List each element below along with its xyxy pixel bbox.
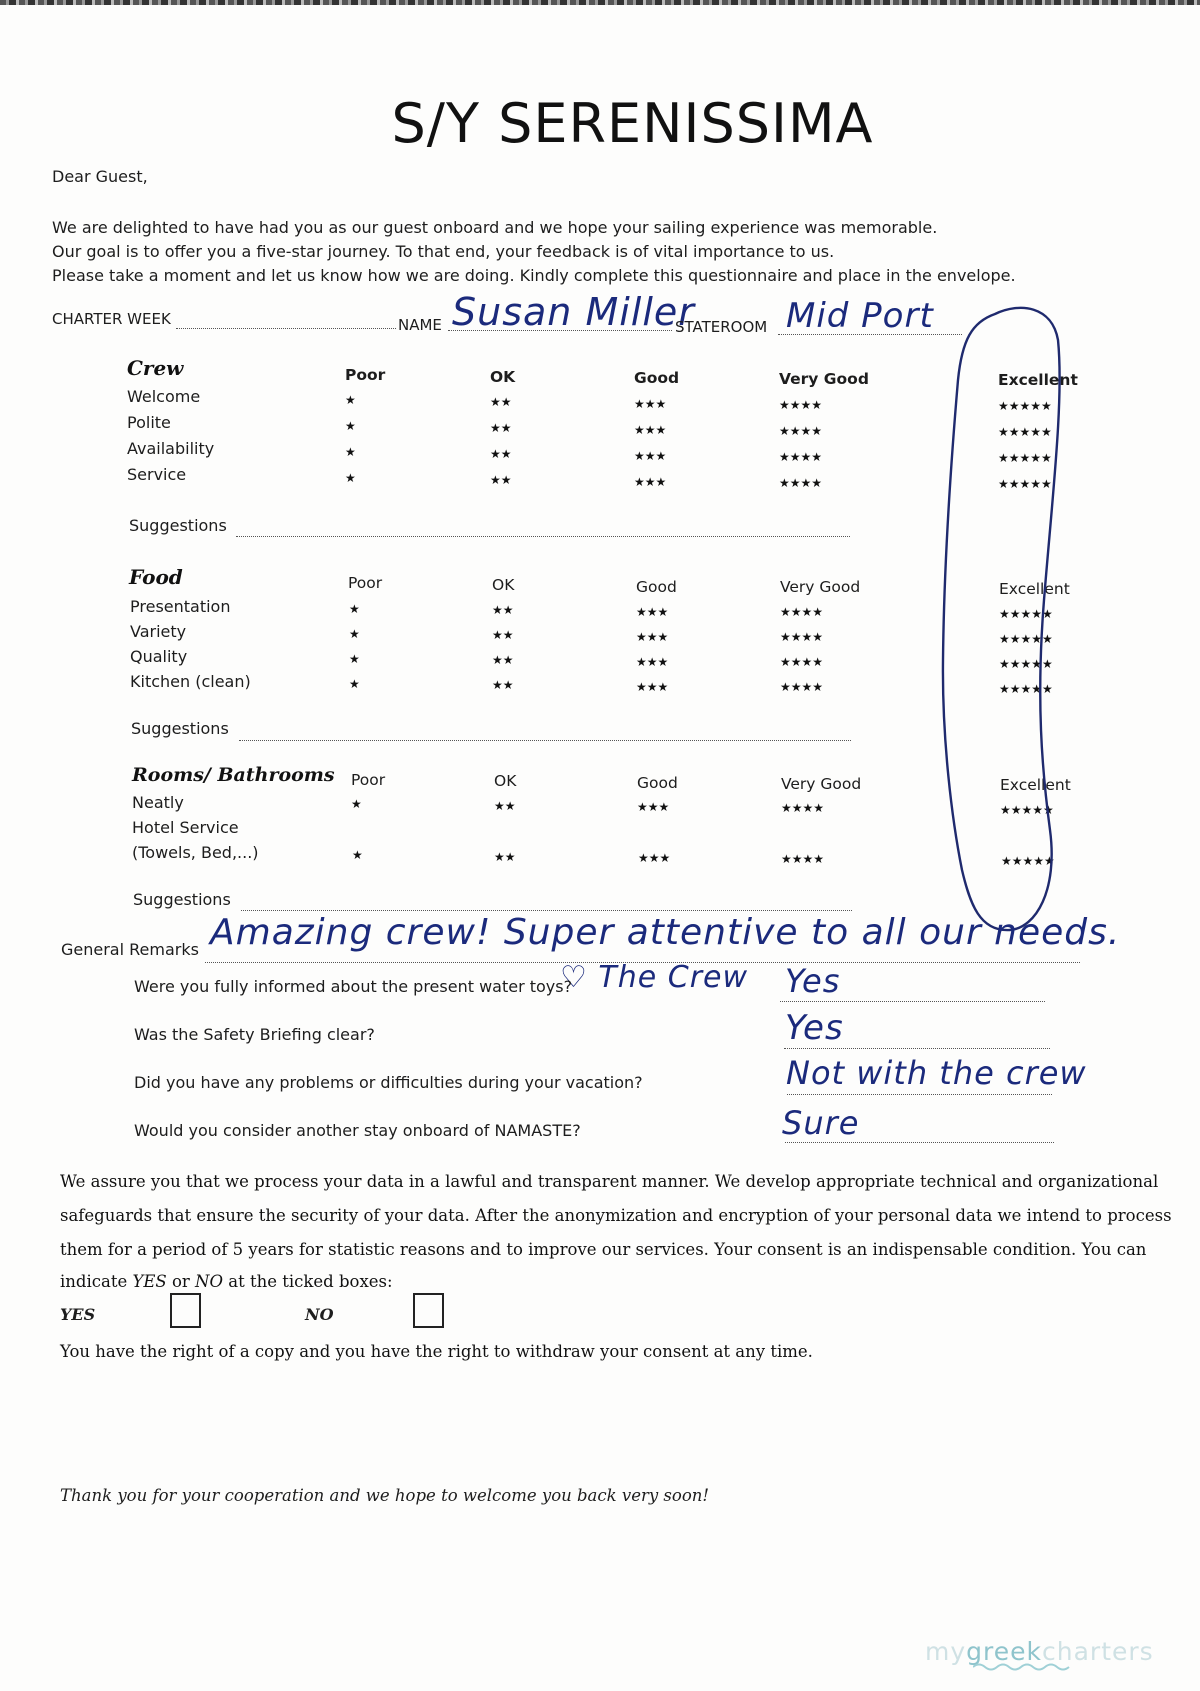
- star-option-1[interactable]: ★: [345, 471, 356, 485]
- star-option-5[interactable]: ★★★★★: [999, 682, 1053, 696]
- stateroom-handwritten: Mid Port: [786, 296, 934, 336]
- crew-item-service: Service: [127, 465, 187, 484]
- star-option-4[interactable]: ★★★★: [780, 630, 824, 644]
- rating-header-good: Good: [637, 774, 678, 792]
- star-option-5[interactable]: ★★★★★: [1001, 854, 1055, 868]
- answer-field-safety-briefing[interactable]: [784, 1048, 1050, 1049]
- star-option-3[interactable]: ★★★: [634, 449, 667, 463]
- question-water-toys: Were you fully informed about the present water toys?: [134, 977, 573, 996]
- stateroom-label: STATEROOM: [675, 318, 768, 336]
- section-title-food: Food: [129, 565, 183, 589]
- watermark-prefix: my: [925, 1637, 967, 1666]
- star-option-5[interactable]: ★★★★★: [998, 477, 1052, 491]
- food-item-kitchen: Kitchen (clean): [130, 672, 251, 691]
- star-option-3[interactable]: ★★★: [636, 630, 669, 644]
- star-option-1[interactable]: ★: [352, 848, 363, 862]
- star-option-5[interactable]: ★★★★★: [999, 607, 1053, 621]
- star-option-2[interactable]: ★★: [490, 473, 512, 487]
- rating-header-very-good: Very Good: [779, 370, 869, 388]
- rating-header-poor: Poor: [351, 771, 386, 789]
- star-option-1[interactable]: ★: [345, 419, 356, 433]
- star-option-5[interactable]: ★★★★★: [998, 451, 1052, 465]
- crew-item-polite: Polite: [127, 413, 171, 432]
- star-option-5[interactable]: ★★★★★: [998, 425, 1052, 439]
- star-option-4[interactable]: ★★★★: [779, 424, 823, 438]
- general-remarks-label: General Remarks: [61, 940, 199, 959]
- indicate-yes-word: YES: [132, 1272, 167, 1291]
- star-option-4[interactable]: ★★★★: [779, 450, 823, 464]
- consent-yes-label: YES: [60, 1305, 96, 1324]
- star-option-1[interactable]: ★: [351, 797, 362, 811]
- star-option-3[interactable]: ★★★: [634, 397, 667, 411]
- star-option-3[interactable]: ★★★: [636, 605, 669, 619]
- answer-field-problems[interactable]: [787, 1094, 1052, 1095]
- charter-week-label: CHARTER WEEK: [52, 310, 171, 328]
- star-option-4[interactable]: ★★★★: [780, 680, 824, 694]
- intro-line-3: Please take a moment and let us know how we are doing. Kindly complete this questionnaire and place in the envelope.: [52, 266, 1016, 285]
- rating-header-ok: OK: [494, 772, 517, 790]
- question-problems: Did you have any problems or difficulties during your vacation?: [134, 1073, 643, 1092]
- scan-top-edge: [0, 0, 1200, 5]
- rating-header-good: Good: [634, 369, 680, 387]
- answer-another-stay: Sure: [782, 1104, 860, 1142]
- star-option-4[interactable]: ★★★★: [779, 398, 823, 412]
- form-title: S/Y SERENISSIMA: [391, 92, 874, 155]
- indicate-no-word: NO: [195, 1272, 223, 1291]
- closing-thanks: Thank you for your cooperation and we hope to welcome you back very soon!: [60, 1486, 710, 1505]
- star-option-5[interactable]: ★★★★★: [999, 632, 1053, 646]
- legal-line-3: them for a period of 5 years for statistic reasons and to improve our services. Your consent is an indispensable condition. You can: [60, 1240, 1147, 1259]
- star-option-1[interactable]: ★: [345, 445, 356, 459]
- section-title-rooms: Rooms/ Bathrooms: [132, 764, 335, 786]
- star-option-5[interactable]: ★★★★★: [998, 399, 1052, 413]
- star-option-2[interactable]: ★★: [492, 653, 514, 667]
- watermark-highlight: greek: [966, 1637, 1042, 1666]
- consent-no-checkbox[interactable]: [413, 1293, 444, 1328]
- rating-header-excellent: Excellent: [998, 371, 1078, 389]
- watermark-wave-icon: [973, 1662, 1073, 1672]
- star-option-3[interactable]: ★★★: [636, 680, 669, 694]
- food-item-variety: Variety: [130, 622, 187, 641]
- food-item-quality: Quality: [130, 647, 188, 666]
- indicate-middle: or: [166, 1272, 196, 1291]
- star-option-3[interactable]: ★★★: [637, 800, 670, 814]
- rights-statement: You have the right of a copy and you have the right to withdraw your consent at any time.: [60, 1342, 813, 1361]
- general-remarks-handwritten: Amazing crew! Super attentive to all our needs.: [210, 912, 1121, 953]
- rating-header-very-good: Very Good: [780, 578, 861, 596]
- star-option-2[interactable]: ★★: [492, 678, 514, 692]
- answer-field-another-stay[interactable]: [785, 1142, 1054, 1143]
- star-option-1[interactable]: ★: [345, 393, 356, 407]
- star-option-4[interactable]: ★★★★: [779, 476, 823, 490]
- answer-field-water-toys[interactable]: [780, 1001, 1045, 1002]
- charter-week-field[interactable]: [176, 328, 396, 329]
- star-option-2[interactable]: ★★: [494, 850, 516, 864]
- watermark-suffix: charters: [1042, 1637, 1154, 1666]
- rooms-item-hotel-service: Hotel Service: [132, 818, 239, 837]
- intro-line-1: We are delighted to have had you as our guest onboard and we hope your sailing experience was memorable.: [52, 218, 938, 237]
- star-option-1[interactable]: ★: [349, 677, 360, 691]
- excellent-column-circle: [940, 300, 1080, 940]
- star-option-2[interactable]: ★★: [490, 447, 512, 461]
- star-option-1[interactable]: ★: [349, 627, 360, 641]
- rating-header-very-good: Very Good: [781, 775, 862, 793]
- question-safety-briefing: Was the Safety Briefing clear?: [134, 1025, 375, 1044]
- star-option-4[interactable]: ★★★★: [781, 801, 825, 815]
- rating-header-poor: Poor: [348, 574, 383, 592]
- food-suggestions-field[interactable]: [239, 740, 851, 741]
- star-option-2[interactable]: ★★: [494, 799, 516, 813]
- answer-safety-briefing: Yes: [785, 1008, 844, 1048]
- star-option-3[interactable]: ★★★: [638, 851, 671, 865]
- intro-line-2: Our goal is to offer you a five-star journey. To that end, your feedback is of vital importance to us.: [52, 242, 835, 261]
- star-option-2[interactable]: ★★: [490, 395, 512, 409]
- crew-signoff-handwritten: ♡ The Crew: [560, 960, 749, 995]
- star-option-1[interactable]: ★: [349, 652, 360, 666]
- star-option-4[interactable]: ★★★★: [780, 655, 824, 669]
- star-option-4[interactable]: ★★★★: [780, 605, 824, 619]
- name-label: NAME: [398, 316, 442, 334]
- name-handwritten: Susan Miller: [452, 290, 695, 334]
- section-title-crew: Crew: [127, 356, 184, 380]
- rating-header-poor: Poor: [345, 366, 386, 384]
- star-option-2[interactable]: ★★: [490, 421, 512, 435]
- crew-item-availability: Availability: [127, 439, 215, 458]
- rating-header-excellent: Excellent: [1000, 776, 1071, 794]
- rating-header-ok: OK: [490, 368, 516, 386]
- food-item-presentation: Presentation: [130, 597, 231, 616]
- star-option-2[interactable]: ★★: [492, 628, 514, 642]
- consent-no-label: NO: [305, 1305, 334, 1324]
- legal-line-2: safeguards that ensure the security of your data. After the anonymization and encryption of your personal data we intend to process: [60, 1206, 1172, 1225]
- answer-water-toys: Yes: [785, 962, 841, 1000]
- question-another-stay: Would you consider another stay onboard of NAMASTE?: [134, 1121, 581, 1140]
- star-option-3[interactable]: ★★★: [636, 655, 669, 669]
- star-option-2[interactable]: ★★: [492, 603, 514, 617]
- salutation: Dear Guest,: [52, 167, 148, 186]
- star-option-4[interactable]: ★★★★: [781, 852, 825, 866]
- legal-line-4: [60, 1272, 393, 1291]
- rooms-item-neatly: Neatly: [132, 793, 184, 812]
- rooms-item-towels-bed: (Towels, Bed,...): [132, 843, 259, 862]
- rooms-suggestions-field[interactable]: [241, 910, 852, 911]
- crew-item-welcome: Welcome: [127, 387, 201, 406]
- star-option-5[interactable]: ★★★★★: [1000, 803, 1054, 817]
- rating-header-excellent: Excellent: [999, 580, 1070, 598]
- rooms-suggestions-label: Suggestions: [133, 890, 231, 909]
- rating-header-good: Good: [636, 578, 677, 596]
- answer-problems: Not with the crew: [786, 1054, 1087, 1092]
- indicate-suffix: at the ticked boxes:: [223, 1272, 393, 1291]
- star-option-5[interactable]: ★★★★★: [999, 657, 1053, 671]
- rating-header-ok: OK: [492, 576, 515, 594]
- food-suggestions-label: Suggestions: [131, 719, 229, 738]
- crew-suggestions-label: Suggestions: [129, 516, 227, 535]
- indicate-prefix: indicate: [60, 1272, 133, 1291]
- star-option-3[interactable]: ★★★: [634, 475, 667, 489]
- consent-yes-checkbox[interactable]: [170, 1293, 201, 1328]
- star-option-3[interactable]: ★★★: [634, 423, 667, 437]
- legal-line-1: We assure you that we process your data in a lawful and transparent manner. We develop appropriate technical and organizational: [60, 1172, 1159, 1191]
- crew-suggestions-field[interactable]: [236, 536, 850, 537]
- star-option-1[interactable]: ★: [349, 602, 360, 616]
